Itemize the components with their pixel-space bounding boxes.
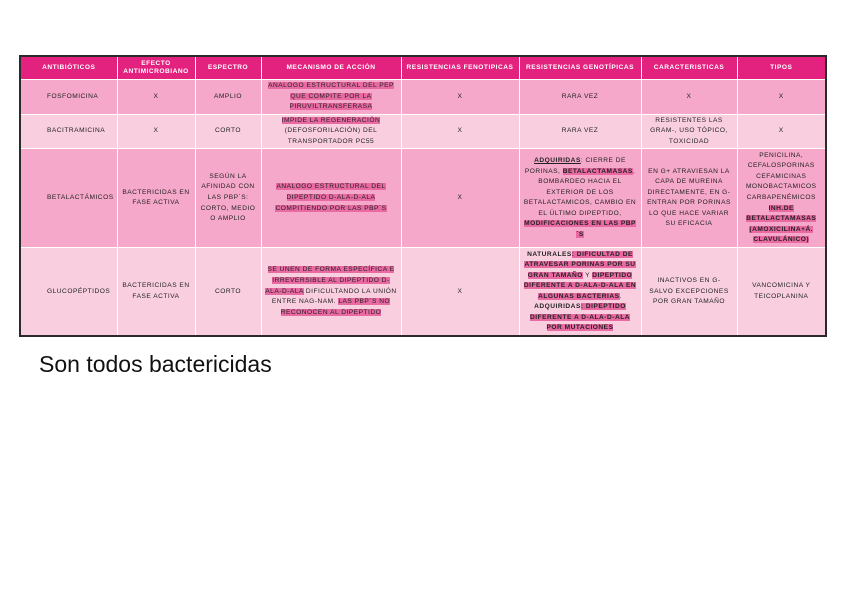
- cell-genotipicas: [519, 248, 641, 337]
- summary-note: Son todos bactericidas: [39, 351, 272, 377]
- header-caracteristicas: CARACTERISTICAS: [641, 56, 737, 80]
- cell-fenotipicas: X: [401, 149, 519, 248]
- cell-genotipicas: [519, 149, 641, 248]
- header-tipos: TIPOS: [737, 56, 826, 80]
- cell-espectro: AMPLIO: [195, 80, 261, 115]
- antibiotics-table: [19, 55, 827, 337]
- cell-efecto: BACTERICIDAS EN FASE ACTIVA: [117, 248, 195, 337]
- cell-antibiotico: BACITRAMICINA: [20, 114, 117, 149]
- plain-text: : CIERRE DE PORINAS,: [524, 157, 626, 175]
- cell-mecanismo: [261, 149, 401, 248]
- cell-efecto: BACTERICIDAS EN FASE ACTIVA: [117, 149, 195, 248]
- header-mecanismo: MECANISMO DE ACCIÓN: [261, 56, 401, 80]
- cell-efecto: X: [117, 80, 195, 115]
- header-antibioticos: ANTIBIÓTICOS: [20, 56, 117, 80]
- cell-antibiotico: BETALACTÁMICOS: [20, 149, 117, 248]
- label-naturales: NATURALES: [527, 250, 572, 258]
- cell-efecto: X: [117, 114, 195, 149]
- cell-caracteristicas: INACTIVOS EN G- SALVO EXCEPCIONES POR GRAN TAMAÑO: [641, 248, 737, 337]
- cell-espectro: CORTO: [195, 114, 261, 149]
- table-row: [20, 149, 826, 248]
- highlighted-text: IMPIDE LA REGENERACIÓN: [281, 116, 381, 124]
- plain-text: PENICILINA, CEFALOSPORINAS CEFAMICINAS MONOBACTAMICOS CARBAPENÉMICOS: [745, 151, 817, 201]
- header-efecto: EFECTO ANTIMICROBIANO: [117, 56, 195, 80]
- cell-mecanismo: [261, 114, 401, 149]
- highlighted-text: : DIPEPTIDO DIFERENTE A D-ALA-D-ALA POR MUTACIONES: [529, 303, 631, 332]
- table-header-row: [20, 56, 826, 80]
- highlighted-text: : DIFICULTAD DE ATRAVESAR PORINAS POR SU GRAN TAMAÑO: [524, 250, 636, 279]
- cell-antibiotico: GLUCOPÉPTIDOS: [20, 248, 117, 337]
- cell-fenotipicas: X: [401, 114, 519, 149]
- cell-antibiotico: FOSFOMICINA: [20, 80, 117, 115]
- plain-text: Y: [582, 271, 593, 279]
- plain-text: (DEFOSFORILACIÓN) DEL TRANSPORTADOR PC55: [284, 127, 378, 145]
- cell-fenotipicas: X: [401, 80, 519, 115]
- cell-fenotipicas: X: [401, 248, 519, 337]
- plain-text: .: [619, 292, 622, 300]
- label-adquiridas: ADQUIRIDAS: [534, 303, 581, 311]
- cell-espectro: CORTO: [195, 248, 261, 337]
- highlighted-text: INH.DE BETALACTAMASAS (AMOXICILINA+Á. CLAVULÁNICO): [746, 204, 817, 244]
- cell-caracteristicas: RESISTENTES LAS GRAM-, USO TÓPICO, TOXICIDAD: [641, 114, 737, 149]
- cell-tipos: X: [737, 114, 826, 149]
- cell-caracteristicas: EN G+ ATRAVIESAN LA CAPA DE MUREINA DIRECTAMENTE, EN G- ENTRAN POR PORINAS LO QUE HACE VARIAR SU EFICACIA: [641, 149, 737, 248]
- plain-text: , BOMBARDEO HACIA EL EXTERIOR DE LOS BETALACTAMICOS, CAMBIO EN EL ÚLTIMO DIPEPTIDO,: [523, 167, 637, 217]
- cell-espectro: SEGÚN LA AFINIDAD CON LAS PBP´S: CORTO, MEDIO O AMPLIO: [195, 149, 261, 248]
- highlighted-text: SE UNEN DE FORMA ESPECÍFICA E IRREVERSIBLE AL DIPEPTIDO D-ALA-D-ALA: [265, 266, 395, 295]
- cell-tipos: VANCOMICINA Y TEICOPLANINA: [737, 248, 826, 337]
- header-espectro: ESPECTRO: [195, 56, 261, 80]
- plain-text: DIFICULTANDO LA UNIÓN ENTRE NAG-NAM.: [271, 287, 397, 306]
- cell-genotipicas: RARA VEZ: [519, 80, 641, 115]
- cell-tipos: [737, 149, 826, 248]
- header-fenotipicas: RESISTENCIAS FENOTIPICAS: [401, 56, 519, 80]
- cell-mecanismo: [261, 80, 401, 115]
- table-row: [20, 248, 826, 337]
- highlighted-text: ANALOGO ESTRUCTURAL DEL DIPEPTIDO D-ALA-D-ALA COMPITIENDO POR LAS PBP´S: [275, 183, 387, 212]
- cell-caracteristicas: X: [641, 80, 737, 115]
- cell-genotipicas: RARA VEZ: [519, 114, 641, 149]
- highlighted-text: BETALACTAMASAS: [562, 167, 633, 175]
- highlighted-text: DIPEPTIDO DIFERENTE A D-ALA-D-ALA EN ALGUNAS BACTERIAS: [523, 271, 637, 300]
- table-row: [20, 114, 826, 149]
- label-adquiridas: ADQUIRIDAS: [534, 157, 581, 165]
- cell-mecanismo: [261, 248, 401, 337]
- highlighted-text: LAS PBP´S NO RECONOCEN AL DIPEPTIDO: [280, 298, 391, 316]
- highlighted-text: MODIFICACIONES EN LAS PBP´S: [524, 220, 636, 238]
- table-row: [20, 80, 826, 115]
- cell-tipos: X: [737, 80, 826, 115]
- highlighted-text: ANALOGO ESTRUCTURAL DEL PEP QUE COMPITE POR LA PIRUVILTRANSFERASA: [268, 82, 394, 111]
- header-genotipicas: RESISTENCIAS GENOTÍPICAS: [519, 56, 641, 80]
